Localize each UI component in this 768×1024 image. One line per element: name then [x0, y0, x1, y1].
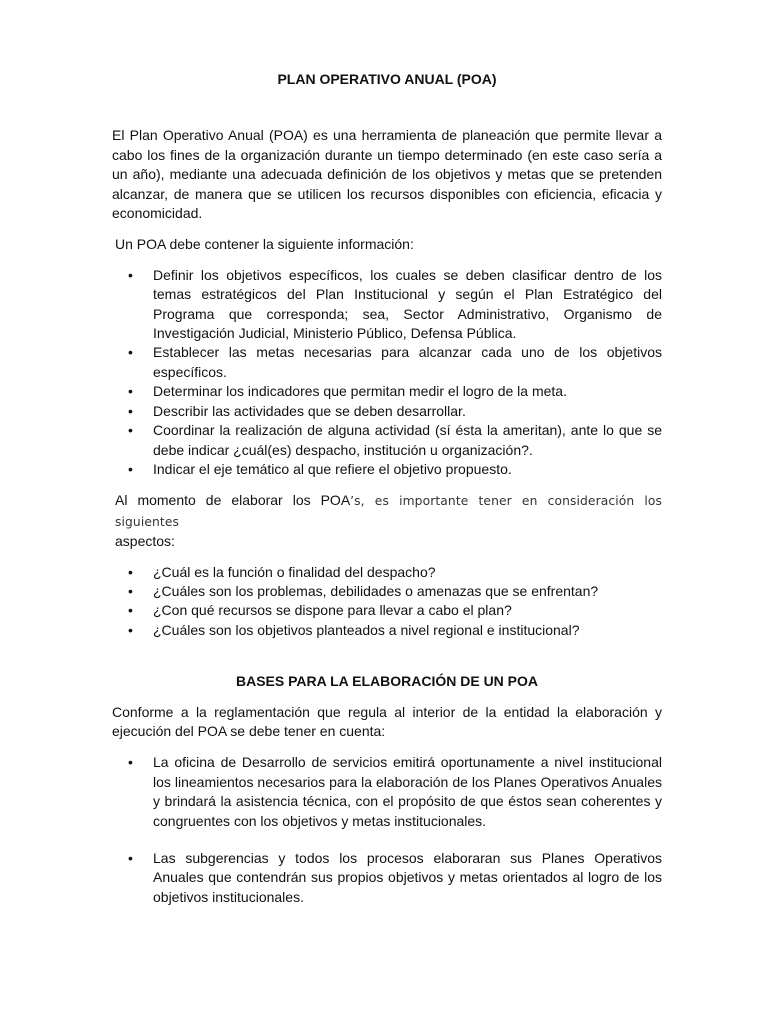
bases-list: [112, 753, 662, 907]
list-item: [112, 753, 662, 831]
aspects-list: [112, 563, 662, 641]
list-item: [112, 266, 662, 344]
list-item-text: ¿Cuáles son los problemas, debilidades o amenazas que se enfrentan?: [153, 582, 599, 599]
list-item-text: ¿Cuál es la función o finalidad del despacho?: [153, 563, 436, 580]
bullet-icon: •: [128, 850, 133, 866]
section-title: BASES PARA LA ELABORACIÓN DE UN POA: [235, 673, 539, 690]
list-item: [112, 460, 662, 479]
bullet-icon: •: [128, 402, 133, 419]
bullet-icon: •: [128, 383, 133, 400]
bullet-icon: •: [128, 563, 133, 580]
list-item-text: Indicar el eje temático al que refiere el objetivo propuesto.: [153, 460, 512, 477]
list-item-text: Definir los objetivos específicos, los cuales se deben clasificar dentro de los temas estratégicos del Plan Institucional y según el Plan Estratégico del Programa que corresponda; sea, Sector Administrativo, Organismo de Investigación Judicial, Ministerio Público, Defensa Pública.: [153, 266, 662, 342]
list-item-text: Coordinar la realización de alguna actividad (sí ésta la ameritan), ante lo que se debe indicar ¿cuál(es) despacho, institución u organización?.: [153, 422, 662, 458]
aspects-intro-lead: Al momento de elaborar los POA: [115, 492, 351, 509]
list-item: [112, 563, 662, 582]
intro-paragraph: El Plan Operativo Anual (POA) es una herramienta de planeación que permite llevar a cabo los fines de la organización durante un tiempo determinado (en este caso sería a un año), mediante una adecuada definición de los objetivos y metas que se pretenden alcanzar, de manera que se utilicen los recursos disponibles con eficiencia, eficacia y economicidad.: [112, 127, 662, 222]
document-title: PLAN OPERATIVO ANUAL (POA): [277, 71, 497, 87]
document-body: [112, 60, 662, 907]
aspects-intro-end: aspectos:: [115, 533, 175, 550]
aspects-intro: [112, 491, 662, 551]
list-item: [112, 849, 662, 907]
bullet-icon: •: [128, 754, 133, 771]
bullet-icon: •: [128, 582, 133, 599]
bullet-icon: •: [128, 266, 133, 283]
list-item: [112, 382, 662, 401]
list-item: [112, 601, 662, 620]
list-item: [112, 343, 662, 382]
bases-intro: Conforme a la reglamentación que regula al interior de la entidad la elaboración y ejecución del POA se debe tener en cuenta:: [112, 703, 662, 739]
list-item: [112, 402, 662, 421]
list-item-text: Establecer las metas necesarias para alcanzar cada uno de los objetivos específicos.: [153, 344, 662, 380]
aspects-intro-rest: ’s, es importante tener en consideración los siguientes: [115, 494, 663, 529]
list-item-text: Las subgerencias y todos los procesos elaboraran sus Planes Operativos Anuales que contendrán sus propios objetivos y metas orientados al logro de los objetivos institucionales.: [153, 850, 662, 905]
info-list: [112, 266, 662, 479]
list-item-text: Describir las actividades que se deben desarrollar.: [153, 402, 466, 419]
bullet-icon: •: [128, 460, 133, 477]
bullet-icon: •: [128, 422, 133, 439]
list-item-text: ¿Cuáles son los objetivos planteados a nivel regional e institucional?: [153, 621, 580, 638]
list-item-text: La oficina de Desarrollo de servicios emitirá oportunamente a nivel institucional los lineamientos necesarios para la elaboración de los Planes Operativos Anuales y brindará la asistencia técnica, con el propósito de que éstos sean coherentes y congruentes con los objetivos y metas institucionales.: [153, 754, 662, 829]
list-item-text: Determinar los indicadores que permitan medir el logro de la meta.: [153, 383, 567, 400]
list-item: [112, 421, 662, 460]
bullet-icon: •: [128, 602, 133, 619]
list-item: [112, 621, 662, 640]
bullet-icon: •: [128, 621, 133, 638]
bullet-icon: •: [128, 344, 133, 361]
list-item: [112, 582, 662, 601]
list-item-text: ¿Con qué recursos se dispone para llevar a cabo el plan?: [153, 602, 512, 619]
info-heading: Un POA debe contener la siguiente información:: [115, 236, 414, 253]
